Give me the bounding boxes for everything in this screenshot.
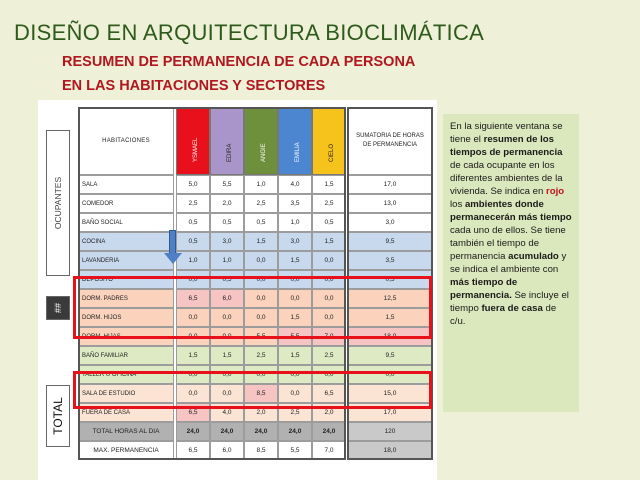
row-name: COMEDOR (78, 194, 174, 213)
total_row-sum: 120 (347, 422, 433, 441)
table-cell: 1,0 (244, 175, 278, 194)
table-cell: 0,0 (210, 384, 244, 403)
note-segment: En la siguiente ventana se tiene el (450, 121, 563, 145)
sum-cell: 3,0 (347, 213, 433, 232)
table-cell: 6,5 (312, 384, 346, 403)
table-cell: 0,5 (312, 213, 346, 232)
row-name: LAVANDERIA (78, 251, 174, 270)
table-cell: 5,5 (210, 175, 244, 194)
sum-cell: 9,5 (347, 232, 433, 251)
table-cell: 3,0 (278, 232, 312, 251)
table-cell: 0,0 (278, 365, 312, 384)
row-name: FUERA DE CASA (78, 403, 174, 422)
table-cell: 0,0 (176, 308, 210, 327)
table-cell: 2,5 (244, 194, 278, 213)
note-segment: Se incluye el tiempo (450, 290, 569, 314)
table-cell: 0,0 (244, 365, 278, 384)
row-name: DORM. HIJAS (78, 327, 174, 346)
total_row-cell: 24,0 (278, 422, 312, 441)
sum-cell: 12,5 (347, 289, 433, 308)
max_row-name: MAX. PERMANENCIA (78, 441, 174, 460)
note-segment: resumen de los tiempos de permanencia (450, 134, 563, 158)
table-cell: 0,0 (278, 270, 312, 289)
table-cell: 2,0 (312, 403, 346, 422)
total_row-cell: 24,0 (210, 422, 244, 441)
table-cell: 0,0 (244, 270, 278, 289)
table-cell: 6,5 (176, 289, 210, 308)
max_row-cell: 5,5 (278, 441, 312, 460)
table-cell: 1,5 (312, 175, 346, 194)
max_row-cell: 8,5 (244, 441, 278, 460)
table-cell: 1,5 (244, 232, 278, 251)
row-name: DORM. HIJOS (78, 308, 174, 327)
table-cell: 0,5 (244, 213, 278, 232)
side-label-total (46, 385, 70, 447)
occupant-name: CIELO (329, 143, 335, 162)
note-segment: y se indica el ambiente con (450, 251, 567, 275)
sum-cell: 3,5 (347, 251, 433, 270)
occupant-name: ANGIE (261, 143, 267, 162)
table-cell: 7,0 (312, 327, 346, 346)
table-cell: 1,5 (312, 232, 346, 251)
table-cell: 0,0 (244, 308, 278, 327)
main-title: DISEÑO EN ARQUITECTURA BIOCLIMÁTICA (14, 20, 485, 45)
note-segment: los (450, 199, 465, 210)
total_row-cell: 24,0 (312, 422, 346, 441)
occupant-name: YSMAEL (193, 137, 199, 162)
table-cell: 1,5 (210, 346, 244, 365)
side-label-hash (46, 296, 70, 320)
table-cell: 0,0 (312, 365, 346, 384)
subtitle-line-1: RESUMEN DE PERMANENCIA DE CADA PERSONA (62, 54, 416, 70)
table-cell: 6,0 (210, 289, 244, 308)
table-cell: 0,5 (210, 213, 244, 232)
subtitle-line-2: EN LAS HABITACIONES Y SECTORES (62, 78, 326, 94)
occupant-name: EDIRA (227, 143, 233, 162)
sum-cell: 17,0 (347, 403, 433, 422)
table-cell: 2,0 (210, 194, 244, 213)
table-cell: 5,5 (278, 327, 312, 346)
table-cell: 1,5 (278, 346, 312, 365)
table-cell: 1,5 (278, 251, 312, 270)
max_row-sum: 18,0 (347, 441, 433, 460)
table-cell: 0,0 (244, 251, 278, 270)
row-name: DORM. PADRES (78, 289, 174, 308)
max_row-cell: 6,0 (210, 441, 244, 460)
table-cell: 0,0 (210, 365, 244, 384)
table-cell: 0,0 (210, 327, 244, 346)
max_row-cell: 7,0 (312, 441, 346, 460)
note-segment: más tiempo de permanencia. (450, 277, 518, 301)
total_row-name: TOTAL HORAS AL DIA (78, 422, 174, 441)
total_row-cell: 24,0 (244, 422, 278, 441)
side-label-total-text: TOTAL (51, 397, 66, 435)
table-cell: 0,0 (210, 308, 244, 327)
table-cell: 3,0 (210, 232, 244, 251)
table-cell: 2,5 (312, 346, 346, 365)
highlight-estudio-fuera (73, 371, 432, 409)
table-cell: 0,0 (278, 384, 312, 403)
row-name: TALLER U OFICINA (78, 365, 174, 384)
table-cell: 0,0 (278, 289, 312, 308)
table-cell: 1,0 (278, 213, 312, 232)
table-cell: 0,0 (176, 384, 210, 403)
row-name: SALA DE ESTUDIO (78, 384, 174, 403)
table-cell: 1,0 (210, 251, 244, 270)
table-cell: 4,0 (210, 403, 244, 422)
down-arrow-icon (169, 230, 176, 254)
sum-cell: 0,5 (347, 270, 433, 289)
table-cell: 0,5 (210, 270, 244, 289)
table-cell: 0,0 (312, 289, 346, 308)
table-cell: 0,0 (176, 270, 210, 289)
table-cell: 2,0 (244, 403, 278, 422)
table-cell: 4,0 (278, 175, 312, 194)
table-cell: 0,0 (312, 270, 346, 289)
sum-cell: 15,0 (347, 384, 433, 403)
table-cell: 3,5 (278, 194, 312, 213)
table-cell: 0,0 (312, 308, 346, 327)
sum-cell: 0,0 (347, 365, 433, 384)
table-cell: 0,0 (244, 289, 278, 308)
header-sumatoria: SUMATORIA DE HORAS DE PERMANENCIA (347, 107, 433, 175)
explanation-note (443, 114, 579, 412)
table-cell: 0,0 (312, 251, 346, 270)
table-cell: 1,0 (176, 251, 210, 270)
table-cell: 6,5 (176, 403, 210, 422)
table-cell: 5,5 (244, 327, 278, 346)
table-cell: 0,0 (176, 327, 210, 346)
row-name: DEPOSITO (78, 270, 174, 289)
row-name: BAÑO SOCIAL (78, 213, 174, 232)
total_row-cell: 24,0 (176, 422, 210, 441)
table-cell: 8,5 (244, 384, 278, 403)
sum-cell: 1,5 (347, 308, 433, 327)
note-segment: de c/u. (450, 303, 557, 327)
max_row-cell: 6,5 (176, 441, 210, 460)
table-cell: 1,5 (176, 346, 210, 365)
sum-cell: 13,0 (347, 194, 433, 213)
sum-cell: 9,5 (347, 346, 433, 365)
note-segment: rojo (546, 186, 565, 197)
note-segment: fuera de casa (481, 303, 543, 314)
down-arrow-head-icon (164, 253, 182, 264)
table-cell: 2,5 (244, 346, 278, 365)
table-cell: 0,5 (176, 213, 210, 232)
row-name: BAÑO FAMILIAR (78, 346, 174, 365)
header-habitaciones: HABITACIONES (78, 107, 174, 175)
table-cell: 1,5 (278, 308, 312, 327)
note-segment: cada uno de ellos. Se tiene también el tiempo de permanencia (450, 225, 566, 262)
occupant-name: EMILIA (295, 142, 301, 162)
table-cell: 0,5 (176, 232, 210, 251)
note-segment: ambientes donde permanecerán más tiempo (450, 199, 572, 223)
table-cell: 0,0 (176, 365, 210, 384)
side-label-hash-text: ## (52, 302, 63, 314)
note-segment: de cada ocupante en los diferentes ambientes de la vivienda. Se indica en (450, 160, 563, 197)
row-name: SALA (78, 175, 174, 194)
highlight-dormitorios (73, 276, 432, 339)
note-segment: acumulado (508, 251, 559, 262)
table-cell: 5,0 (176, 175, 210, 194)
sum-cell: 18,0 (347, 327, 433, 346)
table-cell: 2,5 (176, 194, 210, 213)
table-cell: 2,5 (278, 403, 312, 422)
row-name: COCINA (78, 232, 174, 251)
side-label-ocupantes-text: OCUPANTES (53, 176, 63, 230)
side-label-ocupantes (46, 130, 70, 276)
table-cell: 2,5 (312, 194, 346, 213)
sum-cell: 17,0 (347, 175, 433, 194)
